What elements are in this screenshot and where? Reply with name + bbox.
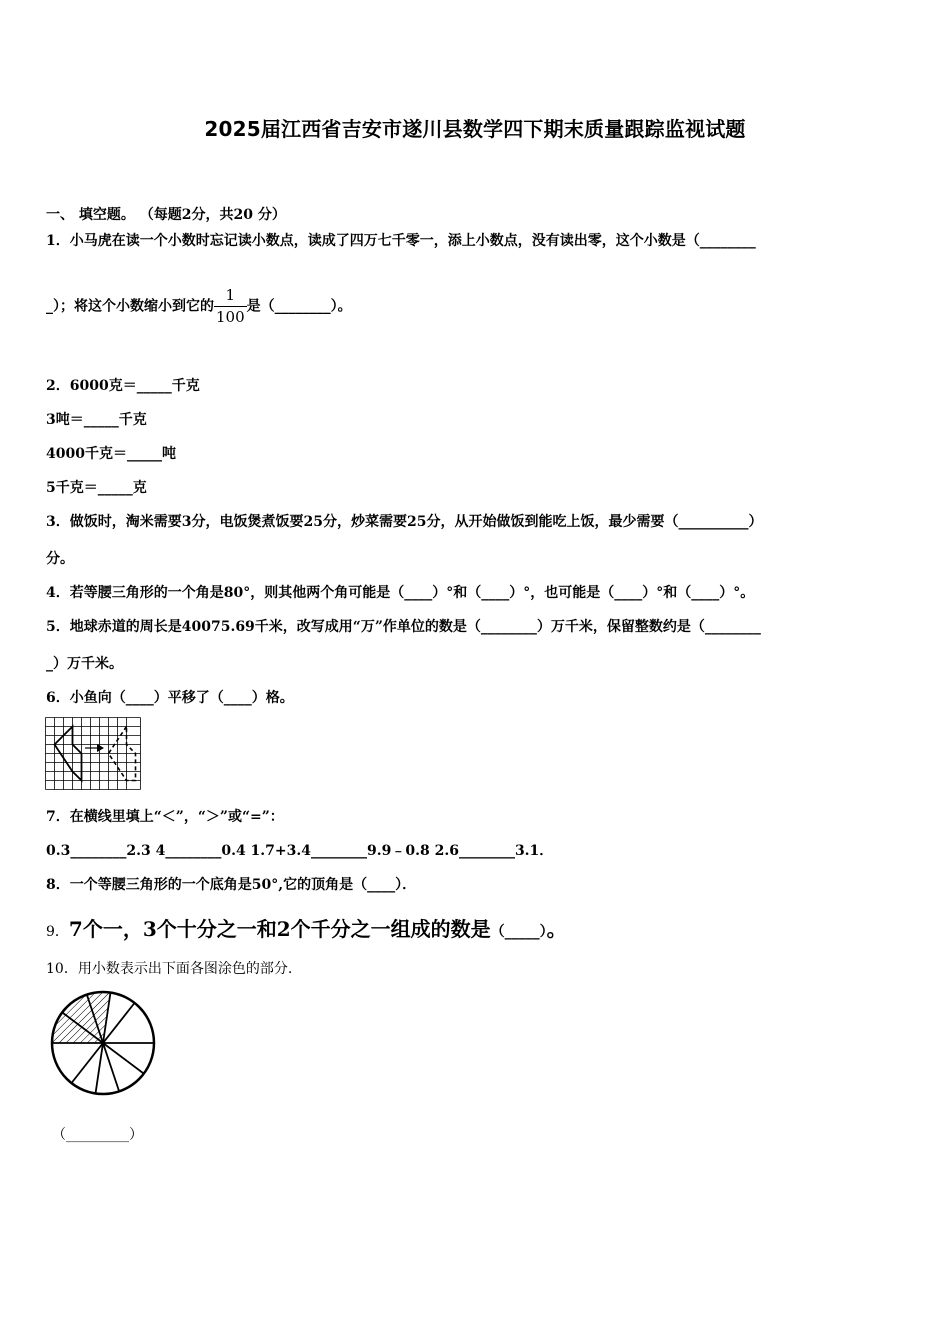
section-heading: 一、 填空题。 （每题2分，共20 分） bbox=[46, 207, 286, 223]
question-2-line-1: 2．6000克＝_____千克 bbox=[46, 378, 200, 394]
question-4: 4．若等腰三角形的一个角是80°，则其他两个角可能是（____）°和（____）°，也可能是（____）°和（____）°。 bbox=[46, 585, 755, 601]
question-1-text-post: 是（________）。 bbox=[246, 298, 352, 315]
question-6: 6．小鱼向（____）平移了（____）格。 bbox=[46, 690, 294, 706]
question-10: 10．用小数表示出下面各图涂色的部分. bbox=[46, 961, 293, 977]
page-title: 2025届江西省吉安市遂川县数学四下期末质量跟踪监视试题 bbox=[204, 117, 746, 141]
question-9-blank: （_____） bbox=[490, 924, 547, 940]
question-1-line-2 bbox=[46, 288, 352, 325]
fraction-denominator: 100 bbox=[216, 308, 245, 326]
question-7-line-2: 0.3________2.3 4________0.4 1.7+3.4________9.9﹣0.8 2.6________3.1． bbox=[46, 843, 554, 859]
question-9-end: 。 bbox=[546, 917, 567, 941]
question-1-line-1: 1．小马虎在读一个小数时忘记读小数点，读成了四万七千零一，添上小数点，没有读出零，这个小数是（________ bbox=[46, 233, 756, 249]
question-9 bbox=[46, 913, 567, 942]
question-3-line-1: 3．做饭时，淘米需要3分，电饭煲煮饭要25分，炒菜需要25分，从开始做饭到能吃上饭，最少需要（__________） bbox=[46, 514, 763, 530]
question-3-line-2: 分。 bbox=[46, 551, 74, 567]
question-2-line-2: 3吨＝_____千克 bbox=[46, 412, 147, 428]
question-5-line-1: 5．地球赤道的周长是40075.69千米，改写成用“万”作单位的数是（________）万千米，保留整数约是（________ bbox=[46, 619, 761, 635]
fish-grid-figure bbox=[45, 717, 141, 790]
question-2-line-4: 5千克＝_____克 bbox=[46, 480, 147, 496]
shaded-circle-figure bbox=[48, 990, 158, 1100]
question-9-number: 9． bbox=[46, 924, 69, 940]
question-2-line-3: 4000千克＝_____吨 bbox=[46, 446, 176, 462]
arrowhead-icon bbox=[97, 744, 104, 752]
fraction-numerator: 1 bbox=[214, 288, 247, 307]
question-5-line-2: _）万千米。 bbox=[46, 656, 123, 672]
question-9-text: 7个一，3个十分之一和2个千分之一组成的数是 bbox=[68, 917, 491, 941]
question-1-text-pre: _）；将这个小数缩小到它的 bbox=[46, 298, 214, 315]
fraction-one-hundredth bbox=[214, 288, 247, 325]
question-8: 8．一个等腰三角形的一个底角是50°,它的顶角是（____）． bbox=[46, 877, 417, 893]
question-7-line-1: 7．在横线里填上“＜”，“＞”或“=”： bbox=[46, 809, 284, 825]
question-10-answer-blank: （_________） bbox=[52, 1127, 143, 1143]
